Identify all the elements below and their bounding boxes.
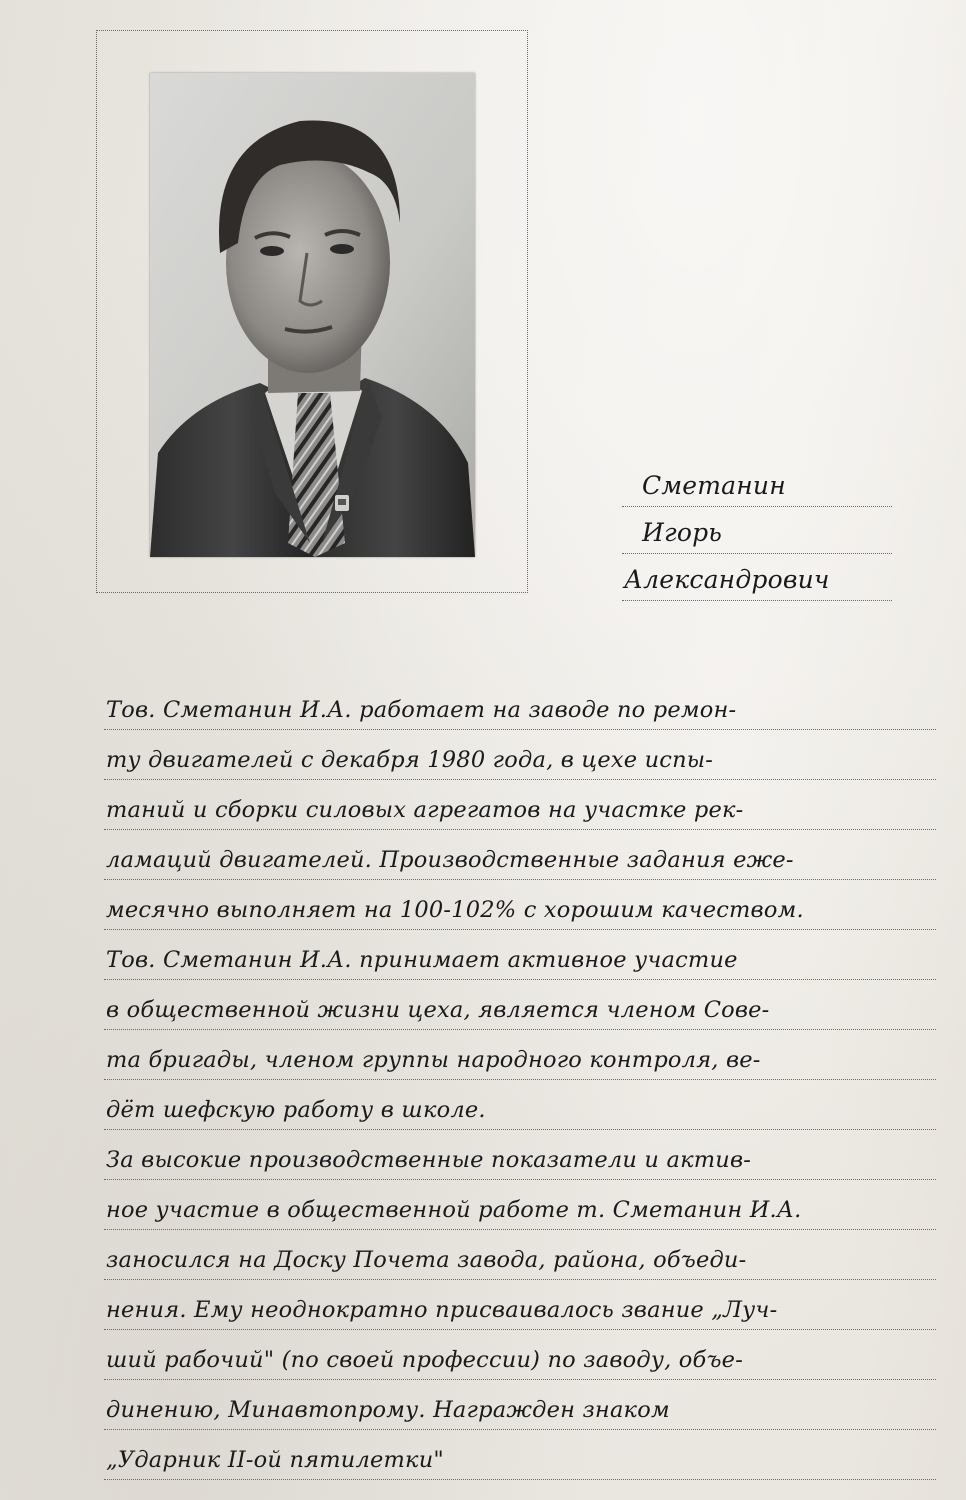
text-line [104, 680, 936, 730]
text-line-content: месячно выполняет на 100-102% с хорошим качеством. [106, 897, 804, 923]
portrait-photo [150, 73, 475, 557]
text-line-content: ший рабочий" (по своей профессии) по заводу, объе- [106, 1347, 744, 1373]
text-line [104, 730, 936, 780]
patronymic: Александрович [624, 565, 830, 594]
text-line-content: таний и сборки силовых агрегатов на участке рек- [106, 797, 744, 823]
description-text [104, 680, 936, 1480]
text-line-content: динению, Минавтопрому. Награжден знаком [106, 1397, 670, 1423]
text-line [104, 880, 936, 930]
text-line [104, 1230, 936, 1280]
given-name: Игорь [642, 518, 723, 547]
text-line [104, 1130, 936, 1180]
text-line-content: Тов. Сметанин И.А. работает на заводе по ремон- [106, 697, 737, 723]
text-line-content: ное участие в общественной работе т. Сметанин И.А. [106, 1197, 802, 1223]
given-name-line [622, 507, 892, 554]
text-line-content: „Ударник II-ой пятилетки" [106, 1447, 444, 1473]
text-line [104, 1380, 936, 1430]
text-line [104, 1430, 936, 1480]
text-line-content: ту двигателей с декабря 1980 года, в цехе испы- [106, 747, 714, 773]
text-line [104, 1180, 936, 1230]
text-line-content: нения. Ему неоднократно присваивалось звание „Луч- [106, 1297, 778, 1323]
text-line-content: заносился на Доску Почета завода, района, объеди- [106, 1247, 747, 1273]
text-line-content: Тов. Сметанин И.А. принимает активное участие [106, 947, 738, 973]
text-line [104, 1330, 936, 1380]
surname: Сметанин [642, 471, 786, 500]
surname-line [622, 460, 892, 507]
text-line [104, 830, 936, 880]
text-line [104, 1030, 936, 1080]
text-line-content: ламаций двигателей. Производственные задания еже- [106, 847, 794, 873]
name-block [622, 460, 892, 601]
text-line-content: дёт шефскую работу в школе. [106, 1097, 486, 1123]
text-line [104, 1280, 936, 1330]
text-line [104, 780, 936, 830]
text-line [104, 980, 936, 1030]
text-line-content: За высокие производственные показатели и актив- [106, 1147, 752, 1173]
text-line [104, 930, 936, 980]
text-line-content: в общественной жизни цеха, является членом Сове- [106, 997, 770, 1023]
patronymic-line [622, 554, 892, 601]
text-line-content: та бригады, членом группы народного контроля, ве- [106, 1047, 761, 1073]
text-line [104, 1080, 936, 1130]
